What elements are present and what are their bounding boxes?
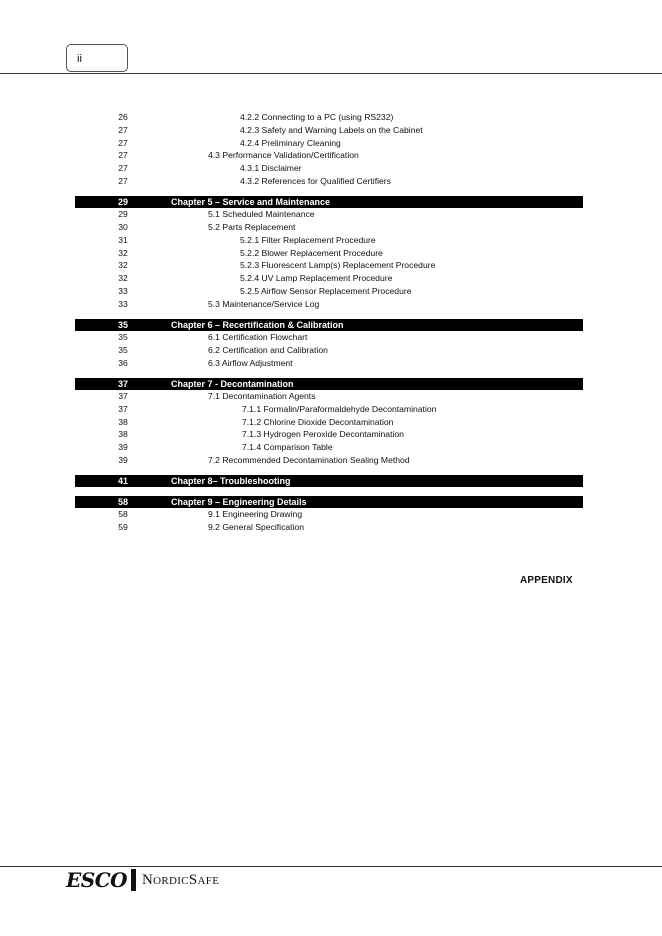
toc-entry-title: 9.1 Engineering Drawing (208, 508, 303, 519)
toc-chapter-row[interactable] (75, 496, 583, 508)
toc-entry-row[interactable] (75, 390, 583, 403)
toc-entry-title: 4.3.2 References for Qualified Certifiers (240, 175, 391, 186)
toc-page-number: 41 (117, 476, 128, 487)
toc-page-number: 27 (118, 175, 128, 186)
logo-divider-bar (131, 869, 136, 891)
toc-page-number: 27 (118, 150, 128, 161)
toc-entry-row[interactable] (75, 357, 583, 370)
header-rule (0, 73, 662, 74)
toc-entry-row[interactable] (75, 454, 583, 467)
toc-entry-row[interactable] (75, 247, 583, 260)
page-number-tab (66, 44, 128, 72)
toc-page-number: 33 (118, 286, 128, 297)
toc-page-number: 37 (118, 403, 128, 414)
footer-rule (0, 866, 662, 867)
toc-entry-row[interactable] (75, 428, 583, 441)
toc-entry-title: 5.2.4 UV Lamp Replacement Procedure (240, 273, 393, 284)
toc-entry-title: 5.1 Scheduled Maintenance (208, 209, 315, 220)
toc-entry-row[interactable] (75, 403, 583, 416)
toc-entry-title: Chapter 6 – Recertification & Calibration (171, 320, 344, 331)
logo-nordicsafe-text: NordicSafe (142, 871, 220, 888)
toc-page-number: 32 (118, 260, 128, 271)
toc-page-number: 59 (118, 521, 128, 532)
toc-entry-title: 4.3 Performance Validation/Certification (208, 150, 359, 161)
toc-entry-row[interactable] (75, 331, 583, 344)
toc-entry-title: 7.1.4 Comparison Table (242, 442, 333, 453)
toc-page-number: 39 (118, 455, 128, 466)
toc-chapter-row[interactable] (75, 378, 583, 390)
toc-entry-title: 5.2.3 Fluorescent Lamp(s) Replacement Procedure (240, 260, 436, 271)
toc-entry-title: 7.1.3 Hydrogen Peroxide Decontamination (242, 429, 404, 440)
toc-entry-title: 7.1 Decontamination Agents (208, 391, 316, 402)
toc-page-number: 27 (118, 137, 128, 148)
toc-page-number: 31 (118, 234, 128, 245)
esco-nordicsafe-logo (66, 868, 219, 892)
toc-page-number: 29 (117, 197, 128, 208)
toc-entry-title: 5.2.2 Blower Replacement Procedure (240, 247, 383, 258)
toc-page-number: 38 (118, 429, 128, 440)
toc-page-number: 29 (118, 209, 128, 220)
toc-page-number: 27 (118, 163, 128, 174)
toc-page-number: 32 (118, 273, 128, 284)
toc-entry-row[interactable] (75, 124, 583, 137)
page-number: ii (77, 53, 82, 65)
toc-page-number: 58 (118, 508, 128, 519)
toc-entry-row[interactable] (75, 508, 583, 521)
toc-page-number: 33 (118, 298, 128, 309)
toc-page-number: 35 (118, 332, 128, 343)
toc-entry-row[interactable] (75, 137, 583, 150)
table-of-contents (75, 111, 583, 533)
toc-entry-row[interactable] (75, 111, 583, 124)
toc-entry-title: Chapter 9 – Engineering Details (171, 496, 307, 507)
toc-entry-title: 7.2 Recommended Decontamination Sealing Method (208, 455, 410, 466)
toc-entry-title: Chapter 8– Troubleshooting (171, 476, 291, 487)
toc-entry-title: 5.2 Parts Replacement (208, 222, 296, 233)
toc-entry-title: Chapter 5 – Service and Maintenance (171, 197, 331, 208)
toc-page-number: 37 (117, 379, 128, 390)
toc-entry-row[interactable] (75, 162, 583, 175)
toc-entry-row[interactable] (75, 344, 583, 357)
toc-entry-row[interactable] (75, 441, 583, 454)
toc-page-number: 38 (118, 416, 128, 427)
toc-chapter-row[interactable] (75, 475, 583, 487)
toc-page-number: 35 (117, 320, 128, 331)
toc-entry-title: 9.2 General Specification (208, 521, 305, 532)
toc-entry-title: Chapter 7 - Decontamination (171, 379, 294, 390)
toc-entry-row[interactable] (75, 272, 583, 285)
toc-page-number: 32 (118, 247, 128, 258)
toc-page-number: 26 (118, 112, 128, 122)
toc-chapter-row[interactable] (75, 196, 583, 208)
toc-entry-title: 6.3 Airflow Adjustment (208, 357, 293, 368)
toc-page-number: 37 (118, 391, 128, 402)
toc-page-number: 39 (118, 442, 128, 453)
toc-page-number: 35 (118, 344, 128, 355)
appendix-heading: APPENDIX (520, 575, 573, 586)
toc-entry-title: 4.2.2 Connecting to a PC (using RS232) (240, 112, 394, 122)
toc-entry-row[interactable] (75, 416, 583, 429)
toc-entry-title: 6.2 Certification and Calibration (208, 344, 328, 355)
toc-page-number: 36 (118, 357, 128, 368)
toc-entry-title: 5.2.1 Filter Replacement Procedure (240, 234, 376, 245)
toc-entry-title: 5.3 Maintenance/Service Log (208, 298, 320, 309)
toc-page-number: 58 (117, 496, 128, 507)
toc-entry-row[interactable] (75, 234, 583, 247)
toc-entry-title: 4.2.4 Preliminary Cleaning (240, 137, 341, 148)
toc-chapter-row[interactable] (75, 319, 583, 331)
toc-entry-title: 7.1.1 Formalin/Paraformaldehyde Decontamination (242, 403, 437, 414)
toc-page-number: 30 (118, 222, 128, 233)
toc-entry-title: 4.2.3 Safety and Warning Labels on the Cabinet (240, 124, 423, 135)
toc-entry-title: 4.3.1 Disclaimer (240, 163, 302, 174)
toc-entry-row[interactable] (75, 285, 583, 298)
toc-page-number: 27 (118, 124, 128, 135)
toc-entry-row[interactable] (75, 149, 583, 162)
toc-entry-title: 7.1.2 Chlorine Dioxide Decontamination (242, 416, 394, 427)
toc-entry-row[interactable] (75, 259, 583, 272)
logo-esco-text: ESCO (66, 868, 128, 892)
toc-entry-row[interactable] (75, 221, 583, 234)
toc-entry-title: 6.1 Certification Flowchart (208, 332, 308, 343)
toc-entry-row[interactable] (75, 208, 583, 221)
toc-entry-title: 5.2.5 Airflow Sensor Replacement Procedure (240, 286, 412, 297)
toc-entry-row[interactable] (75, 175, 583, 188)
toc-entry-row[interactable] (75, 298, 583, 311)
toc-entry-row[interactable] (75, 521, 583, 534)
